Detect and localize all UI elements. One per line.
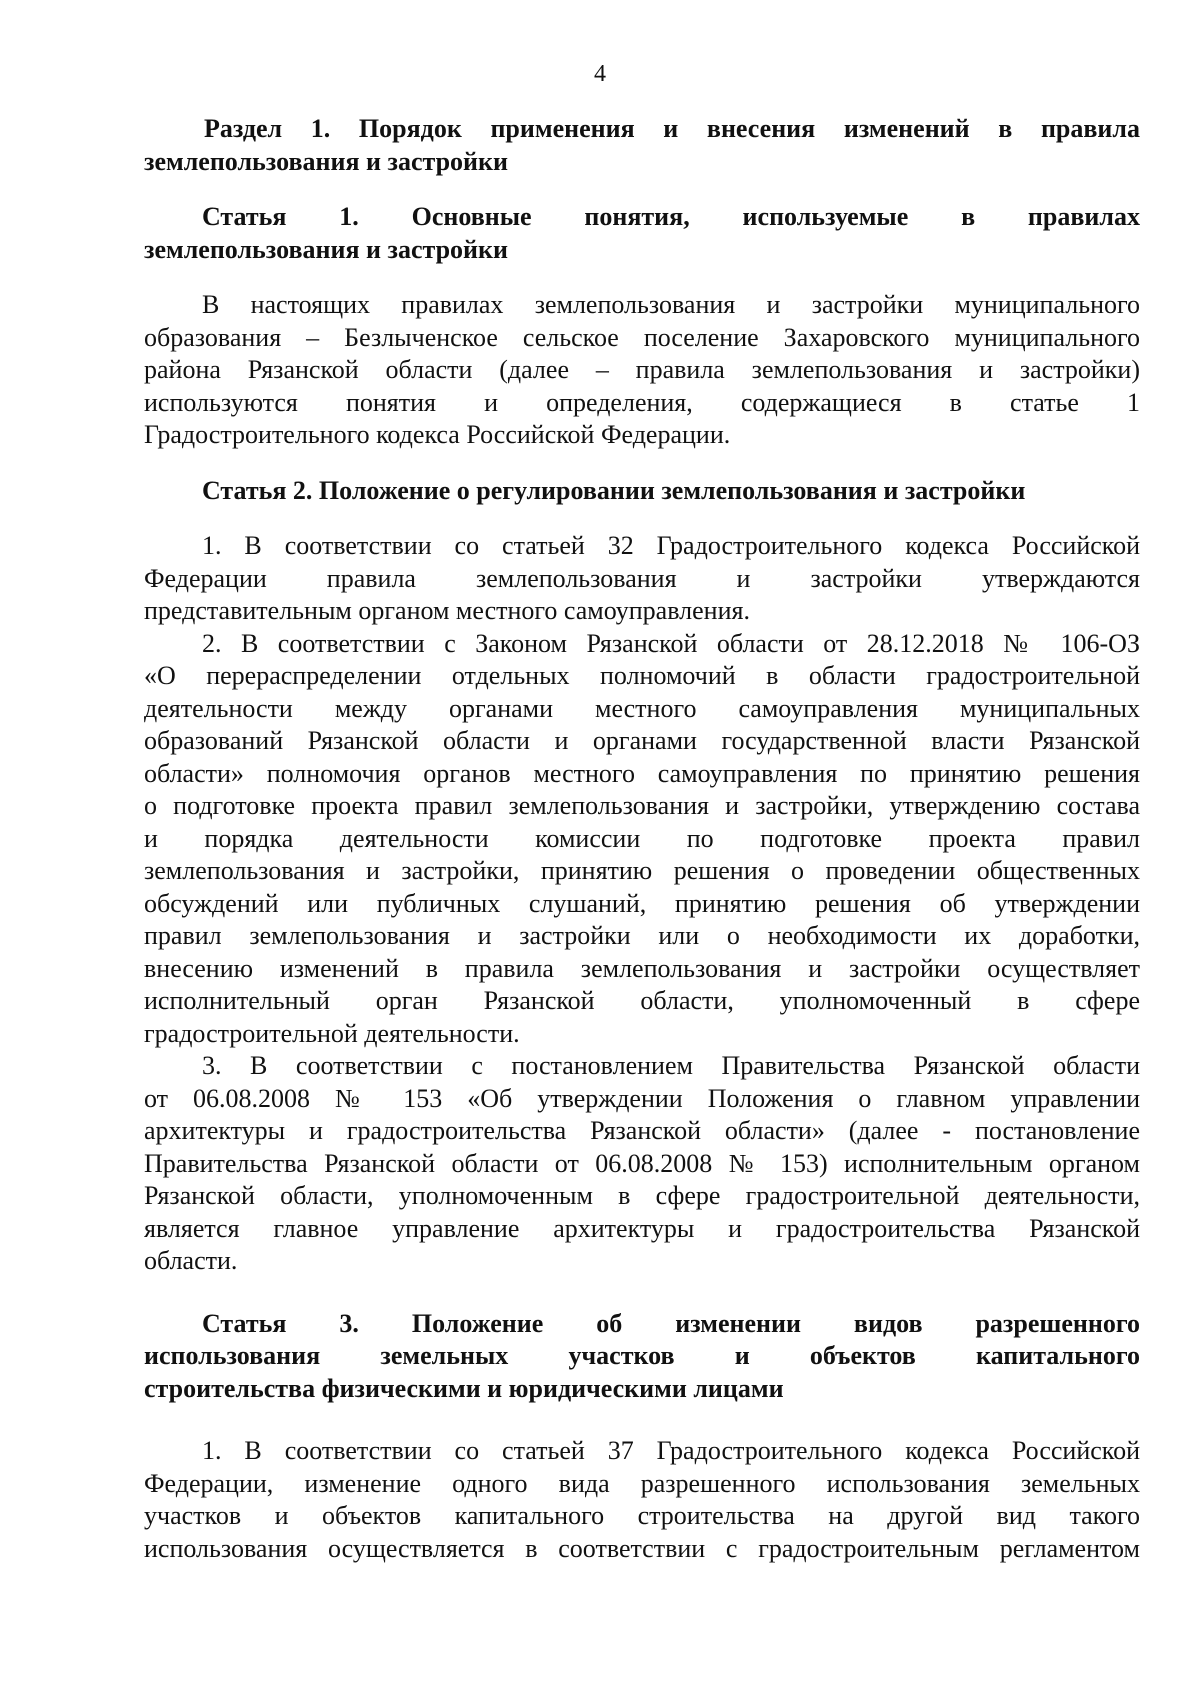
document-body [144,113,1140,1565]
section-heading-line: землепользования и застройки [144,146,508,176]
paragraph-line: 2. В соответствии с Законом Рязанской области от 28.12.2018 № 106-ОЗ [202,628,1140,658]
article-3-paragraph-1 [144,1435,1140,1565]
paragraph-line: архитектуры и градостроительства Рязанской области» (далее - постановление [144,1116,1140,1145]
paragraph-line: правил землепользования и застройки или о необходимости их доработки, [144,921,1140,950]
article-3-heading [144,1308,1140,1406]
paragraph-line: исполнительный орган Рязанской области, уполномоченный в сфере [144,986,1140,1015]
paragraph-line: используются понятия и определения, содержащиеся в статье 1 [144,387,1140,417]
article-heading-line: землепользования и застройки [144,234,508,264]
paragraph-line: Правительства Рязанской области от 06.08.2008 № 153) исполнительным органом [144,1148,1140,1178]
article-1-heading [144,201,1140,266]
paragraph-line: образования – Безлыченское сельское поселение Захаровского муниципального [144,322,1140,352]
paragraph-line: области. [144,1246,238,1275]
paragraph-line: Федерации, изменение одного вида разрешенного использования земельных [144,1468,1140,1498]
paragraph-line: о подготовке проекта правил землепользования и застройки, утверждению состава [144,791,1140,820]
paragraph-line: образований Рязанской области и органами государственной власти Рязанской [144,726,1140,755]
article-2-paragraph-3 [144,1050,1140,1278]
section-heading-line: Раздел 1. Порядок применения и внесения изменений в правила [204,114,1140,143]
paragraph-line: участков и объектов капитального строительства на другой вид такого [144,1501,1140,1530]
paragraph-line: землепользования и застройки, принятию решения о проведении общественных [144,856,1140,885]
paragraph-line: Федерации правила землепользования и застройки утверждаются [144,563,1140,593]
paragraph-line: является главное управление архитектуры и градостроительства Рязанской [144,1213,1140,1243]
paragraph-line: района Рязанской области (далее – правила землепользования и застройки) [144,355,1140,384]
paragraph-line: «О перераспределении отдельных полномочий в области градостроительной [144,661,1140,690]
article-2-heading: Статья 2. Положение о регулировании землепользования и застройки [202,475,1026,505]
section-heading [144,113,1140,178]
paragraph-line: представительным органом местного самоуправления. [144,596,750,625]
paragraph-line: 1. В соответствии со статьей 32 Градостроительного кодекса Российской [202,531,1140,560]
paragraph-line: В настоящих правилах землепользования и застройки муниципального [202,290,1140,319]
paragraph-line: использования осуществляется в соответствии с градостроительным регламентом [144,1533,1140,1563]
paragraph-line: Градостроительного кодекса Российской Федерации. [144,420,731,449]
paragraph-line: внесению изменений в правила землепользования и застройки осуществляет [144,953,1140,983]
article-heading-line: использования земельных участков и объектов капитального [144,1341,1140,1370]
paragraph-line: и порядка деятельности комиссии по подготовке проекта правил [144,823,1140,853]
paragraph-line: 1. В соответствии со статьей 37 Градостроительного кодекса Российской [202,1436,1140,1465]
paragraph-line: деятельности между органами местного самоуправления муниципальных [144,693,1140,723]
article-2-paragraph-2 [144,628,1140,1051]
article-heading-line: Статья 1. Основные понятия, используемые в правилах [202,202,1140,231]
paragraph-line: 3. В соответствии с постановлением Правительства Рязанской области [202,1051,1140,1080]
paragraph-line: области» полномочия органов местного самоуправления по принятию решения [144,758,1140,788]
page-number: 4 [594,61,606,87]
article-heading-line: Статья 3. Положение об изменении видов разрешенного [202,1308,1140,1338]
paragraph-line: Рязанской области, уполномоченным в сфере градостроительной деятельности, [144,1181,1140,1210]
paragraph-line: обсуждений или публичных слушаний, принятию решения об утверждении [144,888,1140,918]
article-2-paragraph-1 [144,530,1140,628]
article-1-paragraph [144,289,1140,452]
paragraph-line: от 06.08.2008 № 153 «Об утверждении Положения о главном управлении [144,1083,1140,1113]
paragraph-line: градостроительной деятельности. [144,1018,520,1048]
article-heading-line: строительства физическими и юридическими лицами [144,1373,784,1403]
